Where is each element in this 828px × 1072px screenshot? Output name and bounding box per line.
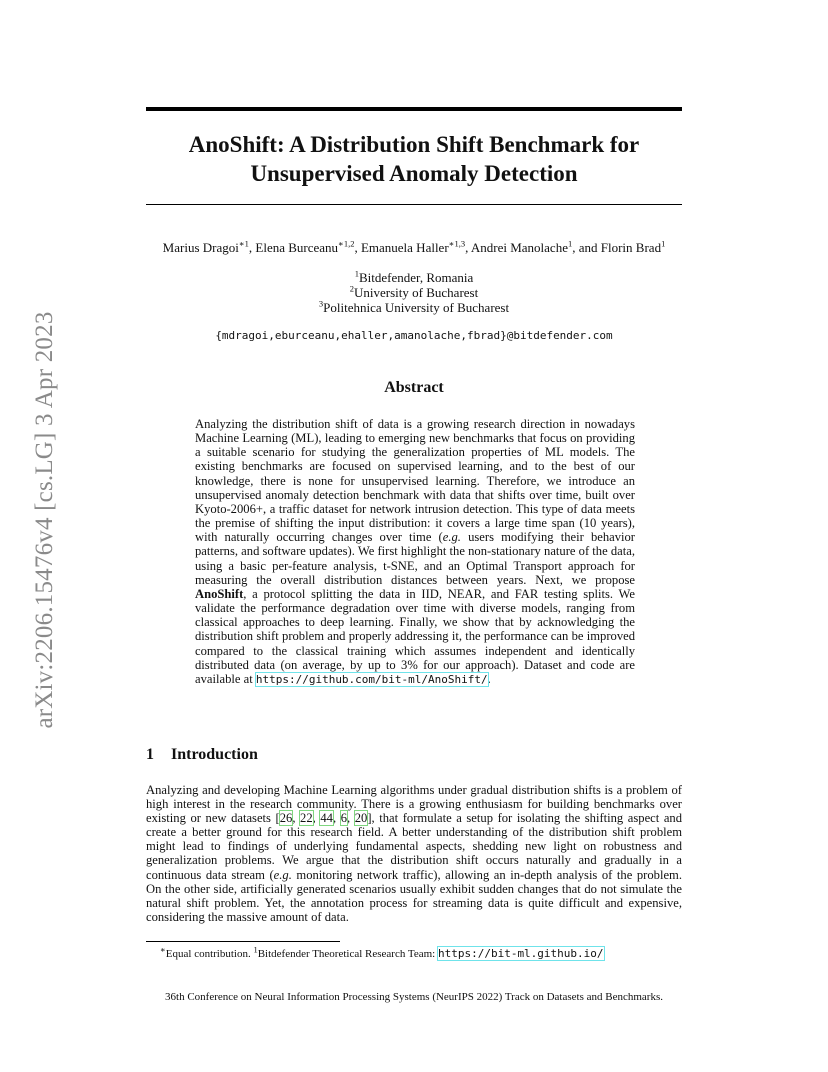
section-title: Introduction [171,746,258,763]
abstract-eg: e.g. [442,530,461,545]
intro-text: monitoring network traffic), allowing an in-depth analysis of the problem. On the other side, artificially generated scenarios usually exhibit sudden changes that do not simulate the natural shift problem. Yet, the annotation process for streaming data is quite difficult and expensive, considering the massive amount of data. [146,867,682,924]
author-affiliation-mark: 1 [661,238,666,249]
intro-eg: e.g. [273,867,292,882]
github-repo-link[interactable]: https://github.com/bit-ml/AnoShift/ [255,672,488,686]
abstract-text: users modifying their behavior patterns, and software updates). We first highlight the non-stationary nature of the data, using a basic per-feature analysis, t-SNE, and an Optimal Transport approach for measuring the overall distribution distances between years. Next, we propose [195,530,636,587]
affiliation [146,300,682,315]
citation-link[interactable]: 26 [279,811,293,826]
author-name: Marius Dragoi [162,240,239,255]
author-affiliation-mark: ∗1 [238,238,249,249]
author-affiliation-mark: ∗1,3 [448,238,466,249]
affiliation-mark: 1 [354,268,359,279]
abstract-body [195,417,635,687]
author-name: Emanuela Haller [360,240,449,255]
conference-note: 36th Conference on Neural Information Processing Systems (NeurIPS 2022) Track on Datasets and Benchmarks. [165,991,663,1003]
affiliation [146,270,682,285]
arxiv-identifier[interactable]: arXiv:2206.15476v4 [cs.LG] 3 Apr 2023 [31,311,58,729]
citation-link[interactable]: 44 [320,811,333,826]
footnote-text: Bitdefender Theoretical Research Team: [257,948,438,960]
author-affiliation-mark: ∗1,2 [338,238,355,249]
author-list: Marius Dragoi$^{∗1}$, Elena Burceanu$^{∗1,2}$, Emanuela Haller$^{∗1,3}$, Andrei Manolache$^1$, and Florin Brad$^1$ [162,238,666,255]
author-affiliation-mark: 1 [567,238,573,249]
footnote-rule [146,941,340,942]
section-heading-introduction [146,746,258,764]
team-website-link[interactable]: https://bit-ml.github.io/ [437,947,604,960]
author-name: Andrei Manolache [470,240,568,255]
footnote [146,944,682,961]
title-top-rule [146,107,682,111]
affiliation-mark: 2 [349,283,355,294]
intro-text: ], that formulate a setup for isolating the shifting aspect and create a better ground for this research field. A better understanding of the distribution shift problem might lead to findings of underlying fundamental aspects, shedding new light on robustness and generalization problems. We argue that the distribution shift occurs naturally and gradually in a continuous data stream ( [146,811,683,882]
paper-title-line-1: AnoShift: A Distribution Shift Benchmark for [188,132,640,157]
abstract-text: , a protocol splitting the data in IID, NEAR, and FAR testing splits. We validate the performance degradation over time with diverse models, ranging from classical approaches to deep learning. Finally, we show that by acknowledging the distribution shift problem and properly addressing it, the performance can be improved compared to the classical training which assumes independent and identically distributed data (on average, by up to 3% for our approach). Dataset and code are available at [195,586,635,686]
section-number: 1 [146,746,154,763]
introduction-body: Analyzing and developing Machine Learning algorithms under gradual distribution shifts is a problem of high interest in the research community. There is a growing enthusiasm for building benchmarks over existing or new datasets [26, 22, 44, 6, 20], that formulate a setup for isolating the shifting aspect and create a better ground for this research field. A better understanding of the distribution shift problem might lead to findings of underlying fundamental aspects, shedding new light on robustness and generalization problems. We argue that the distribution shift occurs naturally and gradually in a continuous data stream (e.g. monitoring network traffic), allowing an in-depth analysis of the problem. On the other side, artificially generated scenarios usually exhibit sudden changes that do not simulate the natural shift problem. Yet, the annotation process for streaming data is quite difficult and expensive, considering the massive amount of data. [146,783,683,924]
intro-text: Analyzing and developing Machine Learning algorithms under gradual distribution shifts is a problem of high interest in the research community. There is a growing enthusiasm for building benchmarks over existing or new datasets [ [146,783,682,826]
footnote-mark: ∗ [160,944,166,955]
citation-link[interactable]: 20 [354,811,368,826]
affiliation-name: Politehnica University of Bucharest [323,300,510,315]
author-emails: {mdragoi,eburceanu,ehaller,amanolache,fbrad}@bitdefender.com [215,329,613,342]
citation-link[interactable]: 22 [300,811,313,826]
author-name: Florin Brad [600,240,662,255]
citation-link[interactable]: 6 [340,811,347,826]
footnote-mark: 1 [253,944,258,955]
abstract-text: . [487,671,491,686]
author-name: Elena Burceanu [255,240,339,255]
affiliation-mark: 3 [318,298,324,309]
affiliation [146,285,682,300]
abstract-text: Analyzing the distribution shift of data is a growing research direction in nowadays Machine Learning (ML), leading to emerging new benchmarks that focus on providing a suitable scenario for studying the generalization properties of ML models. The existing benchmarks are focused on supervised learning, and to the best of our knowledge, there is none for unsupervised learning. Therefore, we introduce an unsupervised anomaly detection benchmark with data that shifts over time, built over Kyoto-2006+, a traffic dataset for network intrusion detection. This type of data meets the premise of shifting the input distribution: it covers a large time span (10 years), with naturally occurring changes over time ( [195,417,635,545]
affiliation-list [146,270,682,315]
footnote-text: Equal contribution. [165,948,254,960]
paper-title-line-2: Unsupervised Anomaly Detection [250,161,578,186]
affiliation-name: Bitdefender, Romania [358,270,474,285]
affiliation-name: University of Bucharest [354,285,479,300]
abstract-anoshift-name: AnoShift [195,586,244,601]
paper-title [146,130,682,188]
abstract-heading: Abstract [384,379,444,396]
title-bottom-rule [146,204,682,205]
